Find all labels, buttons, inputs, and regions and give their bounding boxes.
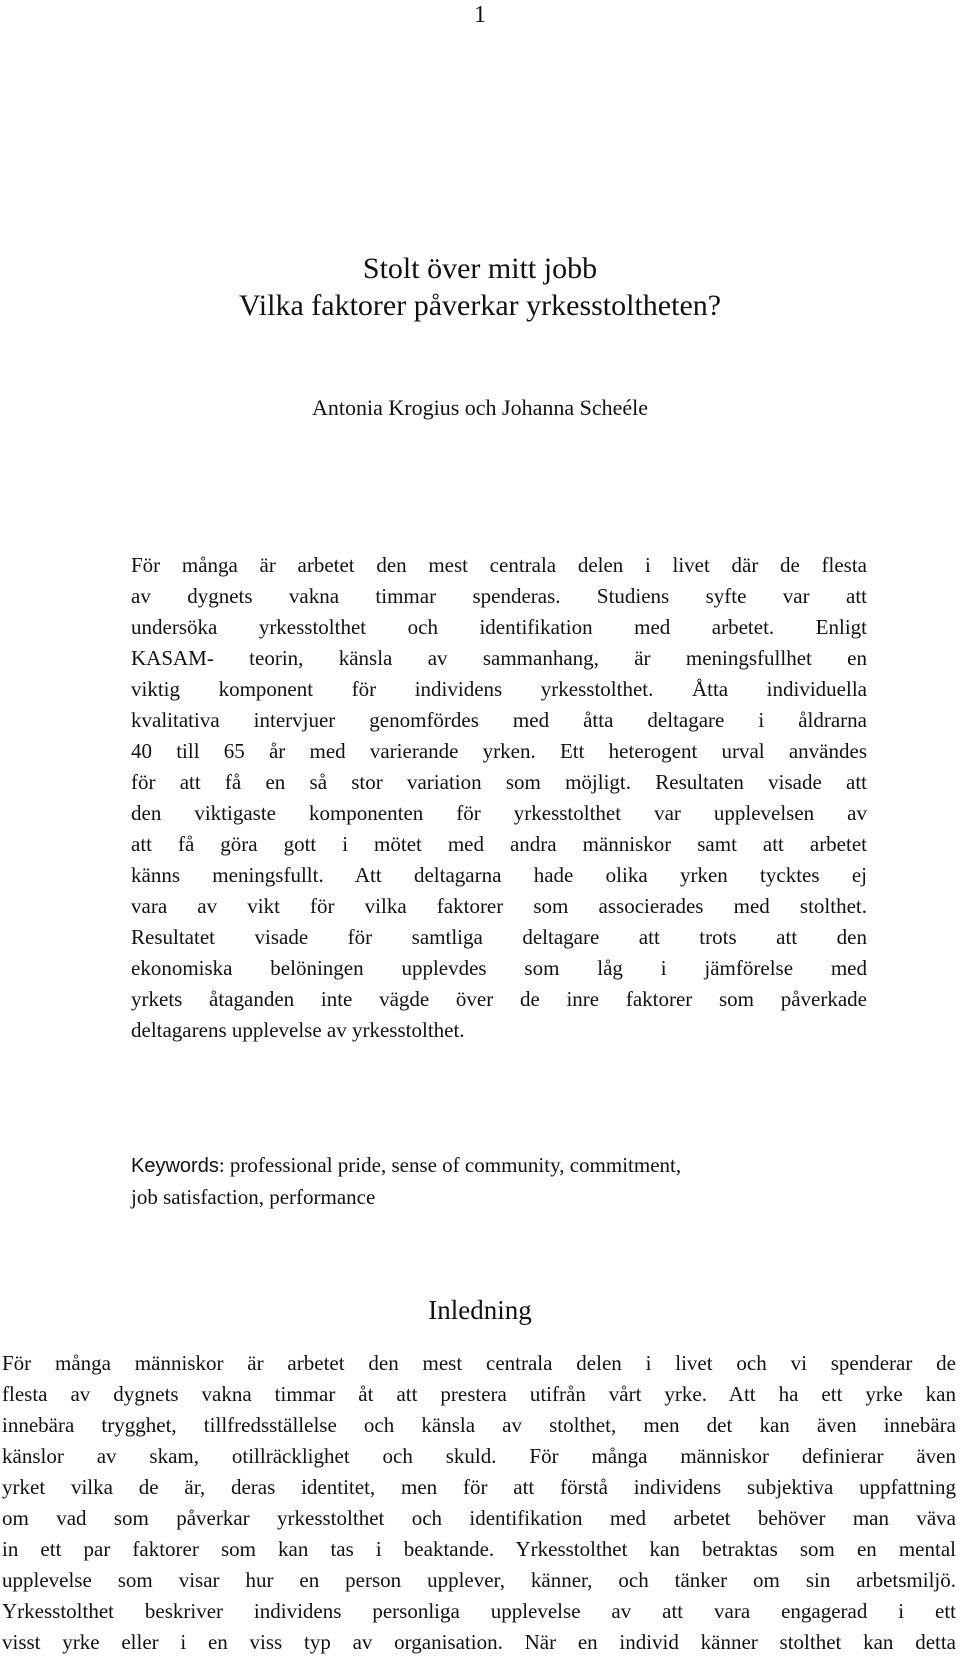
intro-line: in ett par faktorer som kan tas i beaktande. Yrkesstolthet kan betraktas som en mental [2, 1537, 956, 1561]
abstract-line: 40 till 65 år med varierande yrken. Ett heterogent urval användes [131, 739, 867, 763]
intro-line: upplevelse som visar hur en person upplever, känner, och tänker om sin arbetsmiljö. [2, 1568, 956, 1592]
abstract-line: yrkets åtaganden inte vägde över de inre faktorer som påverkade [131, 987, 867, 1011]
section-heading-inledning: Inledning [428, 1295, 532, 1325]
abstract-line: känns meningsfullt. Att deltagarna hade olika yrken tycktes ej [131, 863, 867, 887]
intro-line: innebära trygghet, tillfredsställelse och känsla av stolthet, men det kan även innebära [2, 1413, 956, 1437]
intro-paragraph [2, 1348, 956, 1658]
abstract-line: ekonomiska belöningen upplevdes som låg i jämförelse med [131, 956, 867, 980]
abstract-line: För många är arbetet den mest centrala delen i livet där de flesta [131, 553, 867, 577]
intro-line: visst yrke eller i en viss typ av organisation. När en individ känner stolthet kan detta [2, 1630, 956, 1654]
intro-line: flesta av dygnets vakna timmar åt att prestera utifrån vårt yrke. Att ha ett yrke kan [2, 1382, 956, 1406]
keywords-list: professional pride, sense of community, commitment, [224, 1153, 682, 1177]
page-number: 1 [474, 2, 486, 28]
paper-title [0, 250, 960, 324]
intro-line: Yrkesstolthet beskriver individens personliga upplevelse av att vara engagerad i ett [2, 1599, 956, 1623]
keywords [131, 1150, 867, 1213]
keywords-colon: : [218, 1153, 225, 1177]
intro-line: om vad som påverkar yrkesstolthet och identifikation med arbetet behöver man väva [2, 1506, 956, 1530]
abstract-line: att få göra gott i mötet med andra människor samt att arbetet [131, 832, 867, 856]
abstract-line: viktig komponent för individens yrkesstolthet. Åtta individuella [131, 677, 867, 701]
title-line-subtitle: Vilka faktorer påverkar yrkesstoltheten? [238, 289, 722, 322]
keywords-list-continued: job satisfaction, performance [131, 1185, 376, 1209]
keywords-label: Keywords [131, 1155, 219, 1177]
abstract-line: av dygnets vakna timmar spenderas. Studiens syfte var att [131, 584, 867, 608]
intro-line: känslor av skam, otillräcklighet och skuld. För många människor definierar även [2, 1444, 956, 1468]
abstract-line: för att få en så stor variation som möjligt. Resultaten visade att [131, 770, 867, 794]
abstract-line: vara av vikt för vilka faktorer som associerades med stolthet. [131, 894, 867, 918]
keywords-line [131, 1150, 867, 1182]
abstract-line: kvalitativa intervjuer genomfördes med åtta deltagare i åldrarna [131, 708, 867, 732]
intro-line: yrket vilka de är, deras identitet, men för att förstå individens subjektiva uppfattning [2, 1475, 956, 1499]
abstract-line: undersöka yrkesstolthet och identifikation med arbetet. Enligt [131, 615, 867, 639]
abstract-line: KASAM- teorin, känsla av sammanhang, är meningsfullhet en [131, 646, 867, 670]
abstract-line: deltagarens upplevelse av yrkesstolthet. [131, 1018, 465, 1042]
abstract-line: Resultatet visade för samtliga deltagare att trots att den [131, 925, 867, 949]
abstract-line: den viktigaste komponenten för yrkesstolthet var upplevelsen av [131, 801, 867, 825]
authors: Antonia Krogius och Johanna Scheéle [311, 395, 649, 420]
intro-line: För många människor är arbetet den mest centrala delen i livet och vi spenderar de [2, 1351, 956, 1375]
title-line-main: Stolt över mitt jobb [362, 252, 598, 285]
abstract [131, 550, 867, 1046]
